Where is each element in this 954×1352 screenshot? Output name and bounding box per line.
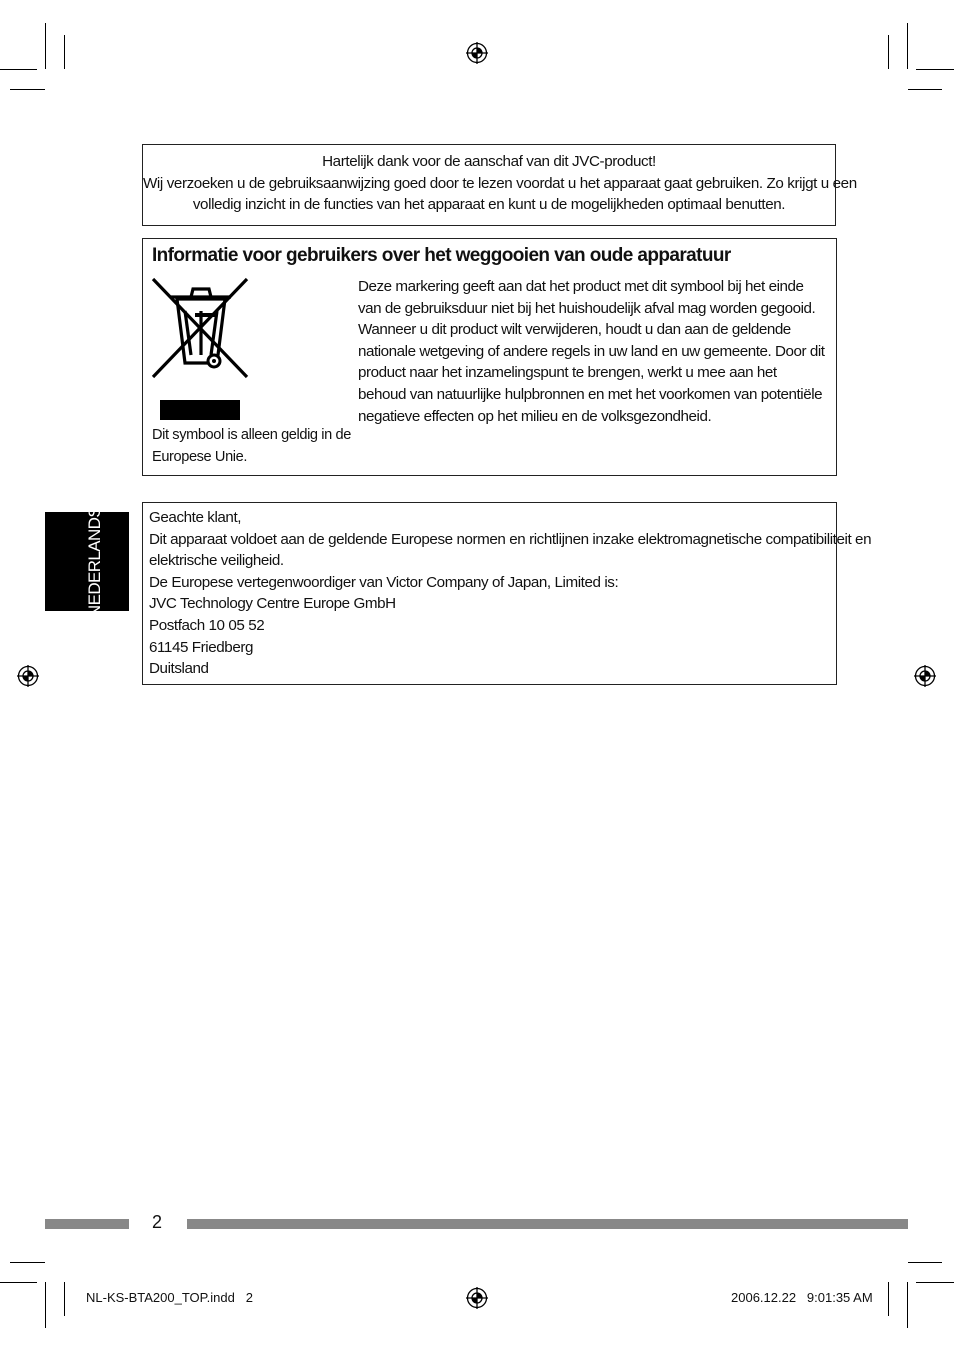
crop-mark — [908, 89, 942, 90]
language-tab — [45, 506, 129, 618]
weee-disposal-notice — [142, 238, 837, 476]
crop-mark — [916, 69, 954, 70]
crossed-out-wheelie-bin-icon — [151, 277, 251, 385]
contact-line: Geachte klant, — [149, 509, 242, 526]
slug-timestamp: 2006.12.22 9:01:35 AM — [731, 1290, 873, 1305]
crop-mark — [45, 1282, 46, 1328]
footer-bar — [45, 1219, 129, 1229]
intro-line: Hartelijk dank voor de aanschaf van dit JVC-product! — [322, 153, 656, 170]
crop-mark — [907, 1282, 908, 1328]
representative-notice — [142, 502, 872, 685]
crop-mark — [0, 1282, 37, 1283]
contact-line: elektrische veiligheid. — [149, 552, 284, 570]
crop-mark — [64, 35, 65, 69]
crop-mark — [916, 1282, 954, 1283]
intro-line: Wij verzoeken u de gebruiksaanwijzing goed door te lezen voordat u het apparaat gaat gebruiken. Zo krijgt u een — [143, 174, 857, 192]
registration-mark-icon — [17, 665, 39, 687]
contact-line: JVC Technology Centre Europe GmbH — [149, 595, 396, 613]
contact-line: Postfach 10 05 52 — [149, 616, 265, 634]
crop-mark — [888, 1282, 889, 1316]
weee-body: Deze markering geeft aan dat het product met dit symbool bij het einde van de gebruiksduur niet bij het huishoudelijk afval mag worden gegooid. Wanneer u dit product wilt verwijderen, houdt u dan aan de geldende nationale wetgeving of andere regels in uw land en uw gemeente. Door dit product naar het inzamelingspunt te brengen, werkt u mee aan het behoud van natuurlijke hulpbronnen en met het voorkomen van potentiële negatieve effecten op het milieu en de volksgezondheid. — [358, 278, 825, 425]
crop-mark — [45, 23, 46, 69]
crop-mark — [10, 89, 45, 90]
intro-line: volledig inzicht in de functies van het apparaat en kunt u de mogelijkheden optimaal benutten. — [192, 196, 786, 213]
contact-line: 61145 Friedberg — [149, 638, 254, 656]
language-tab-label: NEDERLANDS — [85, 506, 104, 618]
crop-mark — [908, 1262, 942, 1263]
crop-mark — [10, 1262, 45, 1263]
registration-mark-icon — [914, 665, 936, 687]
weee-title: Informatie voor gebruikers over het weggooien van oude apparatuur — [152, 245, 731, 266]
contact-line: De Europese vertegenwoordiger van Victor Company of Japan, Limited is: — [149, 573, 619, 591]
crop-mark — [64, 1282, 65, 1316]
crop-mark — [888, 35, 889, 69]
slug-filename: NL-KS-BTA200_TOP.indd 2 — [86, 1290, 253, 1305]
crop-mark — [0, 69, 37, 70]
intro-notice — [142, 144, 857, 226]
contact-line: Duitsland — [149, 660, 209, 678]
weee-caption: Dit symbool is alleen geldig in de Europese Unie. — [152, 427, 351, 465]
page-number: 2 — [152, 1212, 163, 1232]
registration-mark-icon — [466, 42, 488, 64]
black-bar — [160, 400, 240, 420]
contact-line: Dit apparaat voldoet aan de geldende Europese normen en richtlijnen inzake elektromagnetische compatibiliteit en — [149, 530, 872, 548]
crop-mark — [907, 23, 908, 69]
registration-mark-icon — [466, 1287, 488, 1309]
footer-bar — [187, 1219, 908, 1229]
